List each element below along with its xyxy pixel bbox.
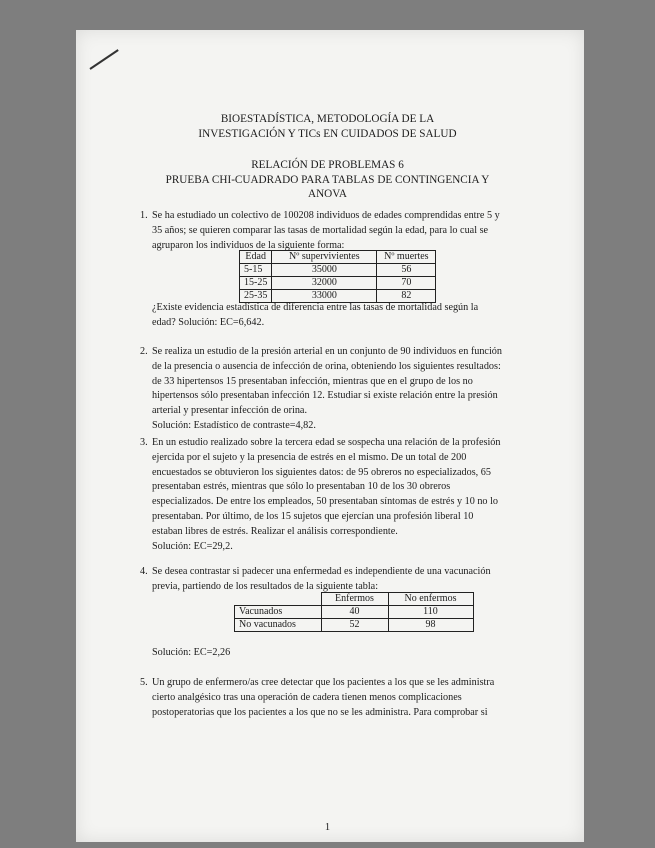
page-number: 1: [324, 822, 331, 833]
table-header-row: Edad Nº supervivientes Nº muertes: [240, 251, 436, 264]
course-title: BIOESTADÍSTICA, METODOLOGÍA DE LA INVESTIGACIÓN Y TICs EN CUIDADOS DE SALUD: [198, 113, 457, 140]
table-row: 5-15 35000 56: [240, 264, 436, 277]
problem-set-title: RELACIÓN DE PROBLEMAS 6 PRUEBA CHI-CUADRADO PARA TABLAS DE CONTINGENCIA Y ANOVA: [165, 159, 490, 200]
problem-2: 2. Se realiza un estudio de la presión arterial en un conjunto de 90 individuos en función de la presencia o ausencia de infección de orina, obteniendo los siguientes resultados: de 33 hipertensos 15 presentaban infección, mientras que en el grupo de los no hipertensos sólo presentaban infección 12. Estudiar si existe relación entre la presión arterial y presentar infección de orina. Solución: Estadístico de contraste=4,82.: [140, 346, 502, 431]
table-row: Vacunados 40 110: [235, 606, 474, 619]
vaccination-table: [234, 592, 474, 632]
problem-5: 5. Un grupo de enfermero/as cree detectar que los pacientes a los que se les administra cierto analgésico tras una operación de cadera tienen menos complicaciones postoperatorias que los pacientes a los que no se les administra. Para comprobar si: [140, 677, 495, 718]
mortality-table: [239, 250, 436, 303]
table-row: 25-35 33000 82: [240, 290, 436, 303]
problem-4-solution: Solución: EC=2,26: [152, 647, 231, 658]
problem-1: 1. Se ha estudiado un colectivo de 100208 individuos de edades comprendidas entre 5 y 35 años; se quieren comparar las tasas de mortalidad según la edad, para lo cual se agruparon los individuos de la siguiente forma:: [140, 210, 500, 251]
table-header-row: Enfermos No enfermos: [235, 593, 474, 606]
table-row: No vacunados 52 98: [235, 619, 474, 632]
table-row: 15-25 32000 70: [240, 277, 436, 290]
problem-1-question: ¿Existe evidencia estadística de diferencia entre las tasas de mortalidad según la edad? Solución: EC=6,642.: [152, 302, 479, 328]
problem-3: 3. En un estudio realizado sobre la tercera edad se sospecha una relación de la profesión ejercida por el sujeto y la presencia de estrés en el mismo. De un total de 200 encuestados se obtuvieron los siguientes datos: de 95 obreros no especializados, 65 presentaban estrés, mientras que sólo lo presentaban 10 de los 30 obreros especializados. De entre los empleados, 50 presentaban síntomas de estrés y 10 no lo presentaban. Por último, de los 15 sujetos que ejercían una profesión liberal 10 estaban libres de estrés. Realizar el análisis correspondiente. Solución: EC=29,2.: [140, 437, 501, 552]
problem-4: 4. Se desea contrastar si padecer una enfermedad es independiente de una vacunación previa, partiendo de los resultados de la siguiente tabla:: [140, 566, 491, 592]
